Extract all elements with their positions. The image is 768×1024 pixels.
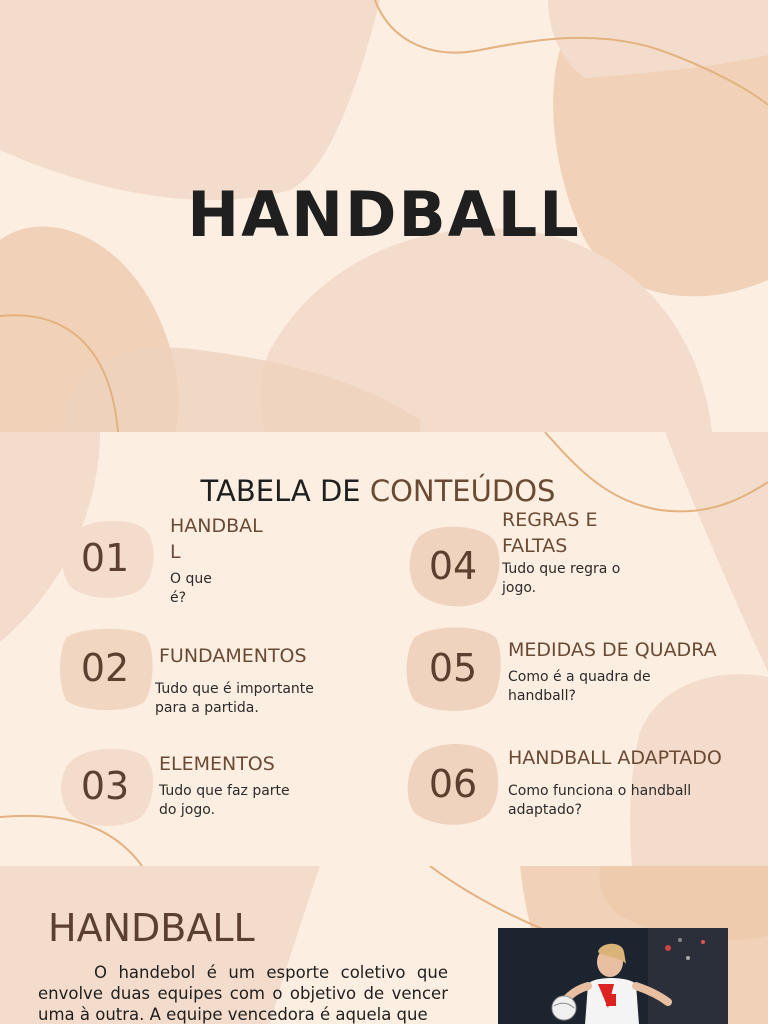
toc-item-desc-02 (155, 680, 314, 717)
toc-item-desc-line: adaptado? (508, 801, 582, 818)
toc-item-desc-line: handball? (508, 687, 576, 704)
toc-item-title-02: FUNDAMENTOS (159, 645, 307, 667)
toc-item-desc-04 (502, 560, 620, 597)
toc-item-title-line: HANDBAL (170, 515, 263, 537)
toc-item-desc-03 (159, 782, 290, 819)
toc-item-title-line: FALTAS (502, 534, 568, 557)
toc-item-title-05: MEDIDAS DE QUADRA (508, 639, 717, 661)
toc-item-desc-line: Como funciona o handball (508, 783, 692, 799)
toc-item-title-06: HANDBALL ADAPTADO (508, 747, 722, 769)
slide-title: HANDBALL (187, 178, 581, 251)
handball-player-photo (498, 928, 728, 1024)
toc-item-desc-05 (508, 668, 651, 705)
toc-item-desc-line: Como é a quadra de (508, 669, 651, 685)
toc-item-desc-line: Tudo que é importante (155, 681, 314, 697)
toc-item-title-line: L (170, 540, 181, 563)
toc-item-title-03: ELEMENTOS (159, 753, 275, 775)
section-heading: HANDBALL (48, 906, 255, 950)
toc-item-desc-line: Tudo que regra o (502, 561, 621, 577)
toc-number-01: 01 (80, 536, 130, 580)
toc-item-title-line: REGRAS E (502, 509, 598, 531)
toc-item-desc-06 (508, 782, 691, 819)
toc-item-desc-line: do jogo. (159, 801, 216, 818)
intro-slide (0, 866, 768, 1024)
body-paragraph: O handebol é um esporte coletivo que envolve duas equipes com o objetivo de vencer uma à outra. A equipe vencedora é aquela que (38, 963, 448, 1024)
toc-item-desc-line: Tudo que faz parte (159, 783, 290, 799)
photo-illustration (498, 928, 728, 1024)
table-of-contents-slide (0, 432, 768, 866)
toc-item-desc-line: é? (170, 589, 187, 606)
toc-item-desc-line: para a partida. (155, 699, 259, 716)
toc-heading (0, 474, 756, 508)
toc-item-desc-line: O que (170, 571, 212, 587)
toc-item-title-04 (502, 508, 597, 559)
toc-number-02: 02 (80, 646, 130, 690)
toc-number-06: 06 (428, 762, 478, 806)
toc-heading-accent: CONTEÚDOS (369, 474, 556, 508)
toc-number-05: 05 (428, 646, 478, 690)
toc-number-03: 03 (80, 764, 130, 808)
toc-heading-main: TABELA DE (200, 474, 370, 508)
title-slide (0, 0, 768, 432)
toc-item-desc-line: jogo. (502, 579, 537, 596)
toc-item-desc-01 (170, 570, 212, 607)
toc-item-title-01 (170, 514, 263, 565)
toc-number-04: 04 (428, 544, 478, 588)
